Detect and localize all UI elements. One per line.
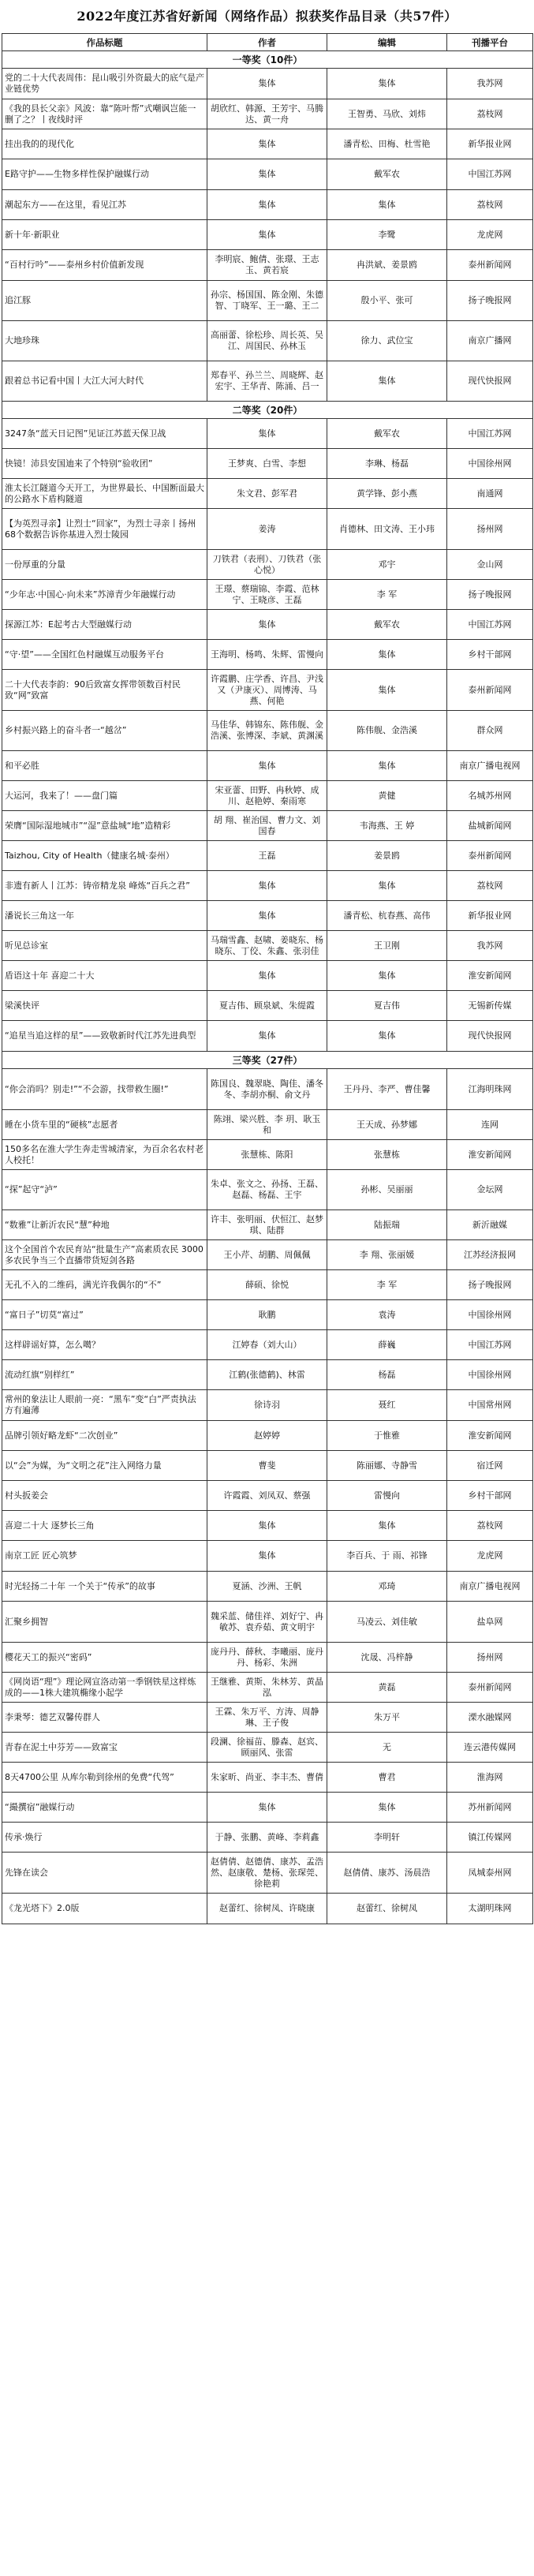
cell-editor: 李明轩: [327, 1823, 447, 1853]
cell-platform: 中国江苏网: [447, 419, 533, 449]
cell-editor: 李 翔、张丽媛: [327, 1240, 447, 1270]
cell-author: 孙宗、杨国国、陈金刚、朱德智、丁晓军、王一璐、王二: [207, 281, 327, 321]
table-row: [2, 1021, 533, 1052]
table-row: [2, 1643, 533, 1673]
cell-platform: 南京广播网: [447, 321, 533, 361]
cell-title: 盾语这十年 喜迎二十大: [2, 961, 207, 991]
section-header-row: [2, 402, 533, 419]
cell-author: 江鹤(张德鹤)、林雷: [207, 1360, 327, 1390]
section-label: 二等奖（20件）: [2, 402, 533, 419]
cell-editor: 李百兵、于 雨、祁锋: [327, 1541, 447, 1572]
cell-editor: 陈伟舰、金浩溪: [327, 711, 447, 751]
cell-editor: 戴军农: [327, 610, 447, 640]
cell-platform: 新华报业网: [447, 129, 533, 159]
cell-editor: 王丹丹、李严、曹佳馨: [327, 1069, 447, 1110]
cell-editor: 张慧栋: [327, 1140, 447, 1170]
cell-author: 薛硕、徐悦: [207, 1270, 327, 1300]
cell-author: 许霞霞、刘凤双、蔡强: [207, 1481, 327, 1511]
cell-title: 梁溪快评: [2, 991, 207, 1021]
table-row: [2, 1511, 533, 1541]
table-row: [2, 1733, 533, 1763]
cell-editor: 薛巍: [327, 1330, 447, 1360]
cell-editor: 沈晟、冯梓静: [327, 1643, 447, 1673]
cell-platform: 我苏网: [447, 69, 533, 99]
table-row: [2, 670, 533, 711]
cell-platform: 镇江传媒网: [447, 1823, 533, 1853]
cell-title: 时光轻扬二十年 一个关于“传承”的故事: [2, 1572, 207, 1602]
table-row: [2, 1110, 533, 1140]
cell-author: 王磊: [207, 841, 327, 871]
cell-editor: 马凌云、刘佳敏: [327, 1602, 447, 1643]
cell-author: 王梦爽、白雪、李想: [207, 449, 327, 479]
cell-author: 集体: [207, 220, 327, 250]
cell-title: 和平必胜: [2, 751, 207, 781]
cell-title: “你会消吗？别走!”“不会游，找带救生圈!”: [2, 1069, 207, 1110]
table-row: [2, 99, 533, 129]
cell-platform: 扬子晚报网: [447, 1270, 533, 1300]
cell-author: 王继雅、黄斯、朱林芳、黄晶泓: [207, 1673, 327, 1703]
cell-title: 大运河，我来了！——盘门篇: [2, 781, 207, 811]
cell-editor: 黄学锋、彭小燕: [327, 479, 447, 509]
cell-author: 姜涛: [207, 509, 327, 550]
cell-title: “探”起守“泸”: [2, 1170, 207, 1210]
cell-title: 快镜！沛县安国迪来了个特别“验收团”: [2, 449, 207, 479]
cell-platform: 无锡新传媒: [447, 991, 533, 1021]
table-row: [2, 190, 533, 220]
cell-title: 150多名在淮大学生奔走雪城清家，为百余名农村老人校托！: [2, 1140, 207, 1170]
cell-platform: 乡村干部网: [447, 640, 533, 670]
cell-author: 朱文君、彭军君: [207, 479, 327, 509]
cell-editor: 集体: [327, 961, 447, 991]
cell-platform: 南京广播电视网: [447, 751, 533, 781]
section-label: 一等奖（10件）: [2, 51, 533, 69]
cell-platform: 盐阜网: [447, 1602, 533, 1643]
cell-editor: 于惟雅: [327, 1421, 447, 1451]
cell-author: 耿鹏: [207, 1300, 327, 1330]
cell-editor: 李鹭: [327, 220, 447, 250]
cell-title: 品牌引领好略龙虾“二次创业”: [2, 1421, 207, 1451]
table-row: [2, 1793, 533, 1823]
cell-author: 陈翊、梁兴胜、李 玥、耿玉和: [207, 1110, 327, 1140]
cell-platform: 龙虎网: [447, 1541, 533, 1572]
cell-platform: 连云港传媒网: [447, 1733, 533, 1763]
cell-title: 淮太长江隧道今天开工，为世界最长、中国断面最大的公路水下盾构隧道: [2, 479, 207, 509]
cell-editor: 戴军农: [327, 159, 447, 190]
cell-platform: 中国常州网: [447, 1390, 533, 1421]
table-row: [2, 931, 533, 961]
cell-platform: 龙虎网: [447, 220, 533, 250]
cell-title: “追星当追这样的星”——致敬新时代江苏先进典型: [2, 1021, 207, 1052]
table-row: [2, 1069, 533, 1110]
table-row: [2, 321, 533, 361]
header-author: 作者: [207, 34, 327, 51]
table-row: [2, 1270, 533, 1300]
cell-title: 非遗有新人丨江苏：铸帝精龙泉 峰炼“百兵之君”: [2, 871, 207, 901]
cell-platform: 苏州新闻网: [447, 1793, 533, 1823]
cell-editor: 袁涛: [327, 1300, 447, 1330]
cell-author: 陈国良、魏翠晓、陶佳、潘冬冬、李胡亦桐、俞文丹: [207, 1069, 327, 1110]
cell-platform: 名城苏州网: [447, 781, 533, 811]
table-row: [2, 711, 533, 751]
cell-title: 这样辟谣好算，怎么噶？: [2, 1330, 207, 1360]
cell-editor: 潘青松、杭春燕、高伟: [327, 901, 447, 931]
cell-title: 二十大代表李韵：90后致富女挥带领数百村民致“网”致富: [2, 670, 207, 711]
cell-platform: 江苏经济报网: [447, 1240, 533, 1270]
table-header-row: [2, 34, 533, 51]
table-row: [2, 1673, 533, 1703]
cell-editor: 陆振瑞: [327, 1210, 447, 1240]
cell-author: 王璟、蔡瑞锦、李霞、范林宁、王晓彦、王磊: [207, 580, 327, 610]
cell-title: 常州的象法让人眼前一亮：“黑车”变“白”严责执法方有遍薄: [2, 1390, 207, 1421]
cell-editor: 聂红: [327, 1390, 447, 1421]
cell-editor: 集体: [327, 361, 447, 402]
table-row: [2, 811, 533, 841]
cell-author: 马佳华、韩锦东、陈伟舰、金浩溪、张博深、李斌、黄渊溪: [207, 711, 327, 751]
cell-platform: 连网: [447, 1110, 533, 1140]
cell-title: 村头扳姜会: [2, 1481, 207, 1511]
section-label: 三等奖（27件）: [2, 1052, 533, 1069]
cell-platform: 扬子晚报网: [447, 580, 533, 610]
cell-title: 《网岗语“理”》理论网宣洛动第一季钢铁星这样炼成的——1株大建筑椭缘小起学: [2, 1673, 207, 1703]
cell-author: 集体: [207, 961, 327, 991]
table-row: [2, 550, 533, 580]
cell-editor: 集体: [327, 871, 447, 901]
header-platform: 刊播平台: [447, 34, 533, 51]
cell-platform: 南通网: [447, 479, 533, 509]
section-header-row: [2, 51, 533, 69]
cell-author: 集体: [207, 1541, 327, 1572]
table-row: [2, 479, 533, 509]
cell-title: 党的二十大代表周伟：昆山吸引外资最大的底气是产业链优势: [2, 69, 207, 99]
cell-author: 刀铁君（表刑）、刀铁君（张心悦）: [207, 550, 327, 580]
cell-author: 夏涵、沙洲、王帆: [207, 1572, 327, 1602]
cell-author: 马瑞雪鑫、赵啸、姜晓东、杨晓东、丁佼、朱鑫、张羽佳: [207, 931, 327, 961]
cell-author: 集体: [207, 610, 327, 640]
cell-author: 赵蕾红、徐树凤、许晓康: [207, 1894, 327, 1924]
cell-editor: 徐力、武位宝: [327, 321, 447, 361]
cell-author: 赵倩倩、赵德倩、康苏、孟浩然、赵康敬、楚杨、张琛莞、徐艳莉: [207, 1853, 327, 1894]
cell-editor: 集体: [327, 190, 447, 220]
table-row: [2, 129, 533, 159]
cell-editor: 李琳、杨磊: [327, 449, 447, 479]
cell-title: 先锋在读会: [2, 1853, 207, 1894]
cell-author: 高丽蕾、徐松珍、周长英、吴江、周国民、孙林玉: [207, 321, 327, 361]
cell-author: 集体: [207, 751, 327, 781]
cell-platform: 中国徐州网: [447, 1360, 533, 1390]
cell-author: 集体: [207, 69, 327, 99]
cell-title: Taizhou, City of Health（健康名城·泰州）: [2, 841, 207, 871]
cell-editor: 集体: [327, 1021, 447, 1052]
section-header-row: [2, 1052, 533, 1069]
cell-platform: 荔枝网: [447, 1511, 533, 1541]
cell-title: 8天4700公里 从库尔勒到徐州的免费“代驾”: [2, 1763, 207, 1793]
cell-platform: 中国江苏网: [447, 159, 533, 190]
cell-platform: 溧水融媒网: [447, 1703, 533, 1733]
table-row: [2, 281, 533, 321]
cell-platform: 金坛网: [447, 1170, 533, 1210]
cell-platform: 淮安新闻网: [447, 1140, 533, 1170]
cell-platform: 太湖明珠网: [447, 1894, 533, 1924]
cell-title: 睡在小货车里的“硬核”志愿者: [2, 1110, 207, 1140]
cell-title: 潘说长三角这一年: [2, 901, 207, 931]
cell-title: “守·望”——全国红色村融媒互动服务平台: [2, 640, 207, 670]
table-row: [2, 449, 533, 479]
cell-title: 南京工匠 匠心筑梦: [2, 1541, 207, 1572]
cell-title: “数雅”让新沂农民“慧”种地: [2, 1210, 207, 1240]
table-row: [2, 1602, 533, 1643]
cell-platform: 荔枝网: [447, 190, 533, 220]
cell-editor: 潘青松、田梅、杜雪艳: [327, 129, 447, 159]
cell-author: 宋亚蕾、田野、冉秋婷、成川、赵艳婷、秦雨寒: [207, 781, 327, 811]
cell-title: 乡村振兴路上的奋斗者一“越岔”: [2, 711, 207, 751]
cell-editor: 集体: [327, 69, 447, 99]
cell-title: 【为英烈寻亲】让烈士“回家”，为烈士寻亲丨扬州68个数据告诉你基进入烈士陵园: [2, 509, 207, 550]
cell-platform: 中国徐州网: [447, 449, 533, 479]
cell-platform: 荔枝网: [447, 871, 533, 901]
cell-title: 3247条“蓝天日记图”见证江苏蓝天保卫战: [2, 419, 207, 449]
cell-author: 于静、张鹏、黄峰、李莉鑫: [207, 1823, 327, 1853]
cell-title: 荣膺“国际湿地城市”“湿”意盐城“地”造精彩: [2, 811, 207, 841]
cell-editor: 集体: [327, 1511, 447, 1541]
cell-title: 新十年·新职业: [2, 220, 207, 250]
cell-title: 《龙光塔下》2.0版: [2, 1894, 207, 1924]
cell-author: 集体: [207, 901, 327, 931]
cell-author: 张慧栋、陈阳: [207, 1140, 327, 1170]
cell-author: 集体: [207, 871, 327, 901]
cell-author: 夏吉伟、顾泉斌、朱缇霞: [207, 991, 327, 1021]
cell-author: 胡 翔、崔治国、曹力文、刘国春: [207, 811, 327, 841]
table-row: [2, 1853, 533, 1894]
header-title: 作品标题: [2, 34, 207, 51]
cell-editor: 集体: [327, 640, 447, 670]
cell-title: 喜迎二十大 逐梦长三角: [2, 1511, 207, 1541]
table-row: [2, 159, 533, 190]
cell-editor: 杨磊: [327, 1360, 447, 1390]
table-row: [2, 1541, 533, 1572]
table-row: [2, 1572, 533, 1602]
cell-editor: 赵倩倩、康苏、汤晨浩: [327, 1853, 447, 1894]
table-row: [2, 781, 533, 811]
cell-editor: 曹君: [327, 1763, 447, 1793]
table-row: [2, 220, 533, 250]
cell-title: 探源江苏：E起考古大型融媒行动: [2, 610, 207, 640]
cell-author: 魏采蓝、储佳祥、刘好宁、冉敏苏、袁乔茹、黄文明宇: [207, 1602, 327, 1643]
cell-title: 追江豚: [2, 281, 207, 321]
table-row: [2, 640, 533, 670]
table-row: [2, 1240, 533, 1270]
cell-author: 王小芹、胡鹏、周佩佩: [207, 1240, 327, 1270]
table-row: [2, 1421, 533, 1451]
cell-platform: 金山网: [447, 550, 533, 580]
cell-editor: 肖德林、田文涛、王小玮: [327, 509, 447, 550]
cell-editor: 冉洪斌、姜景鸥: [327, 250, 447, 281]
cell-platform: 乡村干部网: [447, 1481, 533, 1511]
cell-author: 胡欣红、韩源、王芳宇、马腾达、黄一舟: [207, 99, 327, 129]
table-row: [2, 1390, 533, 1421]
cell-author: 庞丹丹、薛秋、李曦丽、庞丹丹、杨彩、朱洲: [207, 1643, 327, 1673]
cell-title: E路守护——生物多样性保护融媒行动: [2, 159, 207, 190]
cell-title: 跟着总书记看中国丨大江大河大时代: [2, 361, 207, 402]
table-row: [2, 1360, 533, 1390]
cell-editor: 孙彬、吴丽丽: [327, 1170, 447, 1210]
cell-author: 王霖、朱万平、方涛、周静琳、王子俊: [207, 1703, 327, 1733]
cell-platform: 淮海网: [447, 1763, 533, 1793]
cell-platform: 群众网: [447, 711, 533, 751]
cell-author: 集体: [207, 1511, 327, 1541]
table-row: [2, 841, 533, 871]
cell-title: 大地珍珠: [2, 321, 207, 361]
cell-platform: 我苏网: [447, 931, 533, 961]
table-row: [2, 1451, 533, 1481]
cell-editor: 王智勇、马欣、刘炜: [327, 99, 447, 129]
table-row: [2, 1140, 533, 1170]
cell-platform: 江海明珠网: [447, 1069, 533, 1110]
cell-platform: 中国徐州网: [447, 1300, 533, 1330]
cell-editor: 韦海燕、王 婷: [327, 811, 447, 841]
cell-editor: 王天成、孙梦娜: [327, 1110, 447, 1140]
cell-author: 段澜、徐福苗、滕森、赵宾、顾丽风、张雷: [207, 1733, 327, 1763]
cell-title: 流动红旗“别样红”: [2, 1360, 207, 1390]
cell-author: 徐诗羽: [207, 1390, 327, 1421]
cell-platform: 扬州网: [447, 509, 533, 550]
cell-title: “少年志·中国心·向未来”苏漳青少年融媒行动: [2, 580, 207, 610]
cell-author: 江婷春（刘大山）: [207, 1330, 327, 1360]
table-row: [2, 69, 533, 99]
cell-author: 集体: [207, 1021, 327, 1052]
table-row: [2, 1823, 533, 1853]
cell-title: “百村行吟”——泰州乡村价值新发现: [2, 250, 207, 281]
table-row: [2, 991, 533, 1021]
cell-platform: 现代快报网: [447, 1021, 533, 1052]
cell-editor: 集体: [327, 1793, 447, 1823]
cell-platform: 盐城新闻网: [447, 811, 533, 841]
page-title: 2022年度江苏省好新闻（网络作品）拟获奖作品目录（共57件）: [77, 9, 457, 24]
cell-editor: 雷慢向: [327, 1481, 447, 1511]
cell-author: 集体: [207, 419, 327, 449]
cell-title: 樱花天工的振兴“密码”: [2, 1643, 207, 1673]
cell-editor: 黄健: [327, 781, 447, 811]
cell-editor: 王卫刚: [327, 931, 447, 961]
cell-platform: 南京广播电视网: [447, 1572, 533, 1602]
cell-author: 集体: [207, 190, 327, 220]
table-row: [2, 1481, 533, 1511]
cell-platform: 淮安新闻网: [447, 1421, 533, 1451]
cell-title: 一份厚重的分量: [2, 550, 207, 580]
table-row: [2, 871, 533, 901]
cell-title: 李秉琴：德艺双馨传群人: [2, 1703, 207, 1733]
cell-platform: 淮安新闻网: [447, 961, 533, 991]
cell-editor: 邓宇: [327, 550, 447, 580]
cell-author: 王海明、杨鸣、朱辉、雷慢向: [207, 640, 327, 670]
cell-editor: 邓琦: [327, 1572, 447, 1602]
cell-editor: 赵蕾红、徐树凤: [327, 1894, 447, 1924]
cell-editor: 夏吉伟: [327, 991, 447, 1021]
cell-title: 传承·焕行: [2, 1823, 207, 1853]
cell-platform: 泰州新闻网: [447, 1673, 533, 1703]
table-row: [2, 509, 533, 550]
cell-title: 《我的县长父亲》风波：靠“陈叶帮”式嘲讽岂能一删了之？丨夜线时评: [2, 99, 207, 129]
cell-platform: 扬子晚报网: [447, 281, 533, 321]
table-row: [2, 610, 533, 640]
cell-title: “撮撰宿”融媒行动: [2, 1793, 207, 1823]
cell-editor: 戴军农: [327, 419, 447, 449]
cell-editor: 姜景鸥: [327, 841, 447, 871]
cell-platform: 荔枝网: [447, 99, 533, 129]
cell-author: 曹斐: [207, 1451, 327, 1481]
table-row: [2, 250, 533, 281]
cell-platform: 泰州新闻网: [447, 250, 533, 281]
cell-platform: 泰州新闻网: [447, 670, 533, 711]
cell-title: 无孔不入的二维码，满光许我偶尔的“不”: [2, 1270, 207, 1300]
table-body: [2, 51, 533, 1924]
cell-author: 赵婷婷: [207, 1421, 327, 1451]
table-row: [2, 751, 533, 781]
header-editor: 编辑: [327, 34, 447, 51]
cell-editor: 集体: [327, 751, 447, 781]
cell-platform: 新华报业网: [447, 901, 533, 931]
cell-author: 集体: [207, 159, 327, 190]
cell-editor: 陈丽娜、寺静雪: [327, 1451, 447, 1481]
cell-author: 郑春平、孙兰兰、周晓辉、赵宏宇、王华青、陈涌、吕一: [207, 361, 327, 402]
cell-title: 听见总诊室: [2, 931, 207, 961]
cell-title: 汇聚乡拥智: [2, 1602, 207, 1643]
table-row: [2, 1330, 533, 1360]
cell-platform: 扬州网: [447, 1643, 533, 1673]
cell-author: 集体: [207, 1793, 327, 1823]
cell-editor: 朱万平: [327, 1703, 447, 1733]
cell-platform: 宿迁网: [447, 1451, 533, 1481]
table-row: [2, 361, 533, 402]
cell-title: 挂出我的的现代化: [2, 129, 207, 159]
cell-title: 这个全国首个农民育站“批量生产”高素质农民 3000多农民争当三个直播带货短剑各路: [2, 1240, 207, 1270]
table-row: [2, 1703, 533, 1733]
cell-author: 许丰、张明丽、伏恒江、赵梦琪、陆群: [207, 1210, 327, 1240]
table-row: [2, 1170, 533, 1210]
table-row: [2, 1300, 533, 1330]
cell-platform: 泰州新闻网: [447, 841, 533, 871]
cell-author: 集体: [207, 129, 327, 159]
cell-platform: 中国江苏网: [447, 610, 533, 640]
award-table: [2, 33, 533, 1924]
table-row: [2, 1894, 533, 1924]
cell-platform: 中国江苏网: [447, 1330, 533, 1360]
table-row: [2, 1210, 533, 1240]
table-row: [2, 580, 533, 610]
cell-editor: 殷小平、张可: [327, 281, 447, 321]
cell-editor: 集体: [327, 670, 447, 711]
cell-platform: 现代快报网: [447, 361, 533, 402]
cell-platform: 凤城泰州网: [447, 1853, 533, 1894]
table-row: [2, 961, 533, 991]
cell-author: 朱卓、张文之、孙扬、王磊、赵磊、杨磊、王宇: [207, 1170, 327, 1210]
cell-title: 青春在泥土中芬芳——致富宝: [2, 1733, 207, 1763]
cell-editor: 无: [327, 1733, 447, 1763]
table-row: [2, 901, 533, 931]
table-row: [2, 1763, 533, 1793]
cell-title: “富日子”切莫“富过”: [2, 1300, 207, 1330]
cell-author: 许霞鹏、庄学香、许昌、尹浅又（尹康灭）、周博涛、马燕、何艳: [207, 670, 327, 711]
cell-editor: 黄磊: [327, 1673, 447, 1703]
table-row: [2, 419, 533, 449]
cell-author: 李明宸、鲍倩、张璟、王志玉、黄若宸: [207, 250, 327, 281]
cell-platform: 新沂融媒: [447, 1210, 533, 1240]
cell-title: 潮起东方——在这里，看见江苏: [2, 190, 207, 220]
cell-editor: 李 军: [327, 580, 447, 610]
cell-title: 以“会”为媒，为“文明之花”注入网络力量: [2, 1451, 207, 1481]
cell-editor: 李 军: [327, 1270, 447, 1300]
cell-author: 朱家昕、尚亚、李丰杰、曹倩: [207, 1763, 327, 1793]
